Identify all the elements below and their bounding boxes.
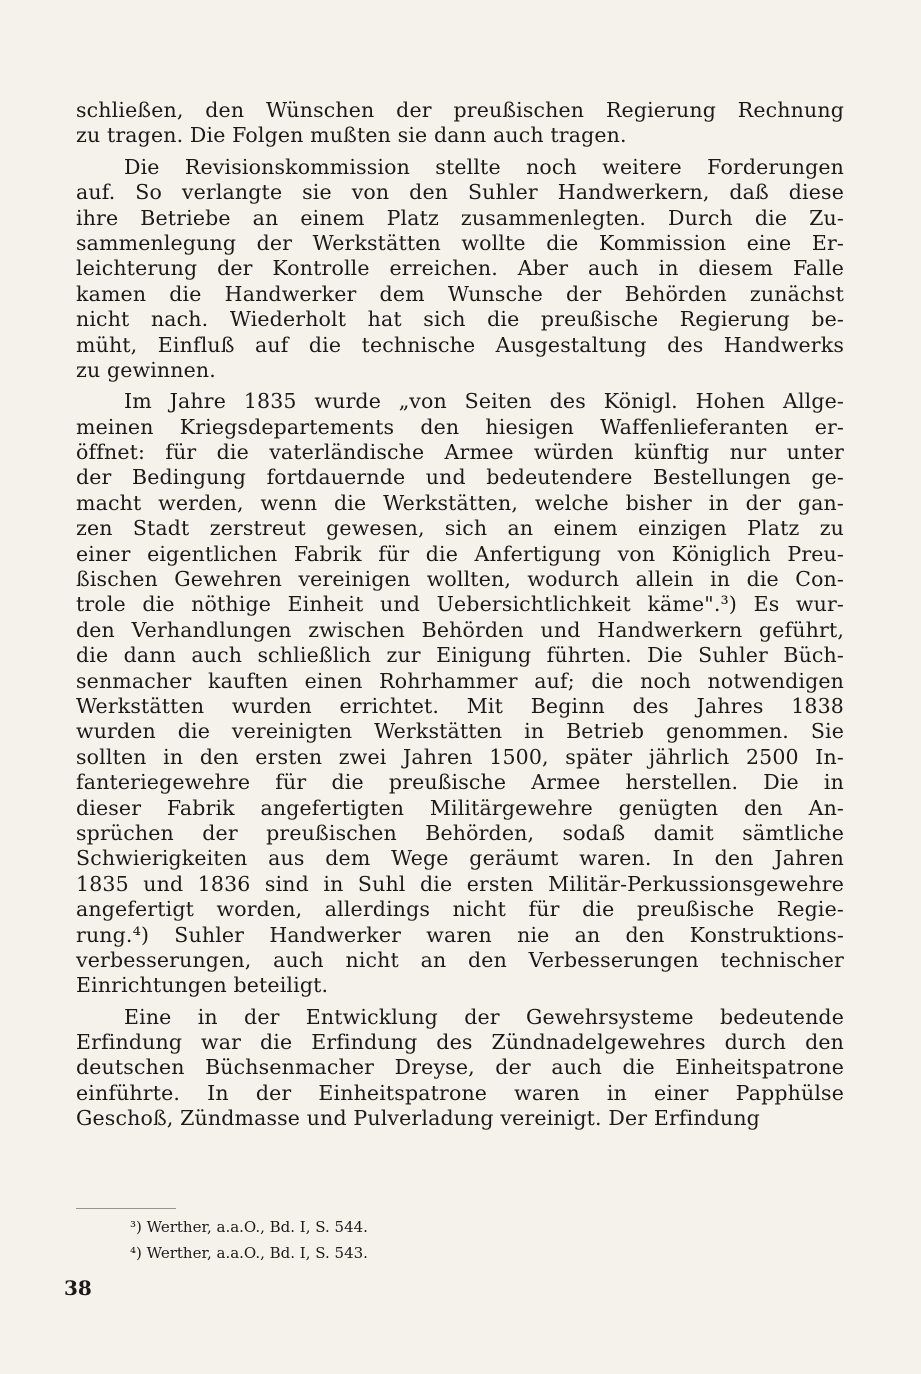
body-text <box>76 98 844 1132</box>
text-line: macht werden, wenn die Werkstätten, welche bisher in der gan- <box>76 490 844 515</box>
text-line: sammenlegung der Werkstätten wollte die Kommission eine Er- <box>76 230 844 255</box>
text-line: die dann auch schließlich zur Einigung führten. Die Suhler Büch- <box>76 643 844 668</box>
text-line: der Bedingung fortdauernde und bedeutendere Bestellungen ge- <box>76 465 844 490</box>
text-line: müht, Einfluß auf die technische Ausgestaltung des Handwerks <box>76 332 844 357</box>
paragraph <box>76 98 844 149</box>
text-line: den Verhandlungen zwischen Behörden und Handwerkern geführt, <box>76 617 844 642</box>
text-line: auf. So verlangte sie von den Suhler Handwerkern, daß diese <box>76 180 844 205</box>
text-line: öffnet: für die vaterländische Armee würden künftig nur unter <box>76 440 844 465</box>
text-line: senmacher kauften einen Rohrhammer auf; die noch notwendigen <box>76 668 844 693</box>
text-line: verbesserungen, auch nicht an den Verbesserungen technischer <box>76 947 844 972</box>
text-line: wurden die vereinigten Werkstätten in Betrieb genommen. Sie <box>76 719 844 744</box>
text-line: zu gewinnen. <box>76 357 216 382</box>
text-line: nicht nach. Wiederholt hat sich die preußische Regierung be- <box>76 307 844 332</box>
paragraph <box>76 1005 844 1132</box>
text-line: kamen die Handwerker dem Wunsche der Behörden zunächst <box>76 281 844 306</box>
footnote-4: ⁴) Werther, a.a.O., Bd. I, S. 543. <box>130 1244 368 1262</box>
text-line: einer eigentlichen Fabrik für die Anfertigung von Königlich Preu- <box>76 541 844 566</box>
text-line: Einrichtungen beteiligt. <box>76 973 329 998</box>
text-line: deutschen Büchsenmacher Dreyse, der auch die Einheitspatrone <box>76 1055 844 1080</box>
text-line: Werkstätten wurden errichtet. Mit Beginn des Jahres 1838 <box>76 693 844 718</box>
text-line: sollten in den ersten zwei Jahren 1500, später jährlich 2500 In- <box>76 744 844 769</box>
text-line: zu tragen. Die Folgen mußten sie dann auch tragen. <box>76 123 627 148</box>
paragraph <box>76 155 844 384</box>
text-line: angefertigt worden, allerdings nicht für die preußische Regie- <box>76 897 844 922</box>
page-number: 38 <box>64 1276 92 1300</box>
text-line: leichterung der Kontrolle erreichen. Aber auch in diesem Falle <box>76 256 844 281</box>
text-line: dieser Fabrik angefertigten Militärgewehre genügten den An- <box>76 795 844 820</box>
text-line: Geschoß, Zündmasse und Pulverladung vereinigt. Der Erfindung <box>76 1106 760 1131</box>
text-line: einführte. In der Einheitspatrone waren in einer Papphülse <box>76 1080 844 1105</box>
text-line: rung.⁴) Suhler Handwerker waren nie an den Konstruktions- <box>76 922 844 947</box>
text-line: Erfindung war die Erfindung des Zündnadelgewehres durch den <box>76 1030 844 1055</box>
text-line: Schwierigkeiten aus dem Wege geräumt waren. In den Jahren <box>76 846 844 871</box>
paragraph <box>76 389 844 998</box>
text-line: sprüchen der preußischen Behörden, sodaß damit sämtliche <box>76 820 844 845</box>
text-line: zen Stadt zerstreut gewesen, sich an einem einzigen Platz zu <box>76 516 844 541</box>
text-line: trole die nöthige Einheit und Uebersichtlichkeit käme".³) Es wur- <box>76 592 844 617</box>
text-line: 1835 und 1836 sind in Suhl die ersten Militär-Perkussionsgewehre <box>76 871 844 896</box>
text-line: Die Revisionskommission stellte noch weitere Forderungen <box>124 154 844 179</box>
text-line: ßischen Gewehren vereinigen wollten, wodurch allein in die Con- <box>76 567 844 592</box>
footnote-3: ³) Werther, a.a.O., Bd. I, S. 544. <box>130 1218 368 1236</box>
text-line: schließen, den Wünschen der preußischen Regierung Rechnung <box>76 98 844 122</box>
text-line: ihre Betriebe an einem Platz zusammenlegten. Durch die Zu- <box>76 205 844 230</box>
footnote-rule <box>76 1208 176 1209</box>
text-line: meinen Kriegsdepartements den hiesigen Waffenlieferanten er- <box>76 414 844 439</box>
text-line: Im Jahre 1835 wurde „von Seiten des Königl. Hohen Allge- <box>124 389 844 414</box>
text-line: fanteriegewehre für die preußische Armee herstellen. Die in <box>76 770 844 795</box>
text-line: Eine in der Entwicklung der Gewehrsysteme bedeutende <box>124 1004 844 1029</box>
